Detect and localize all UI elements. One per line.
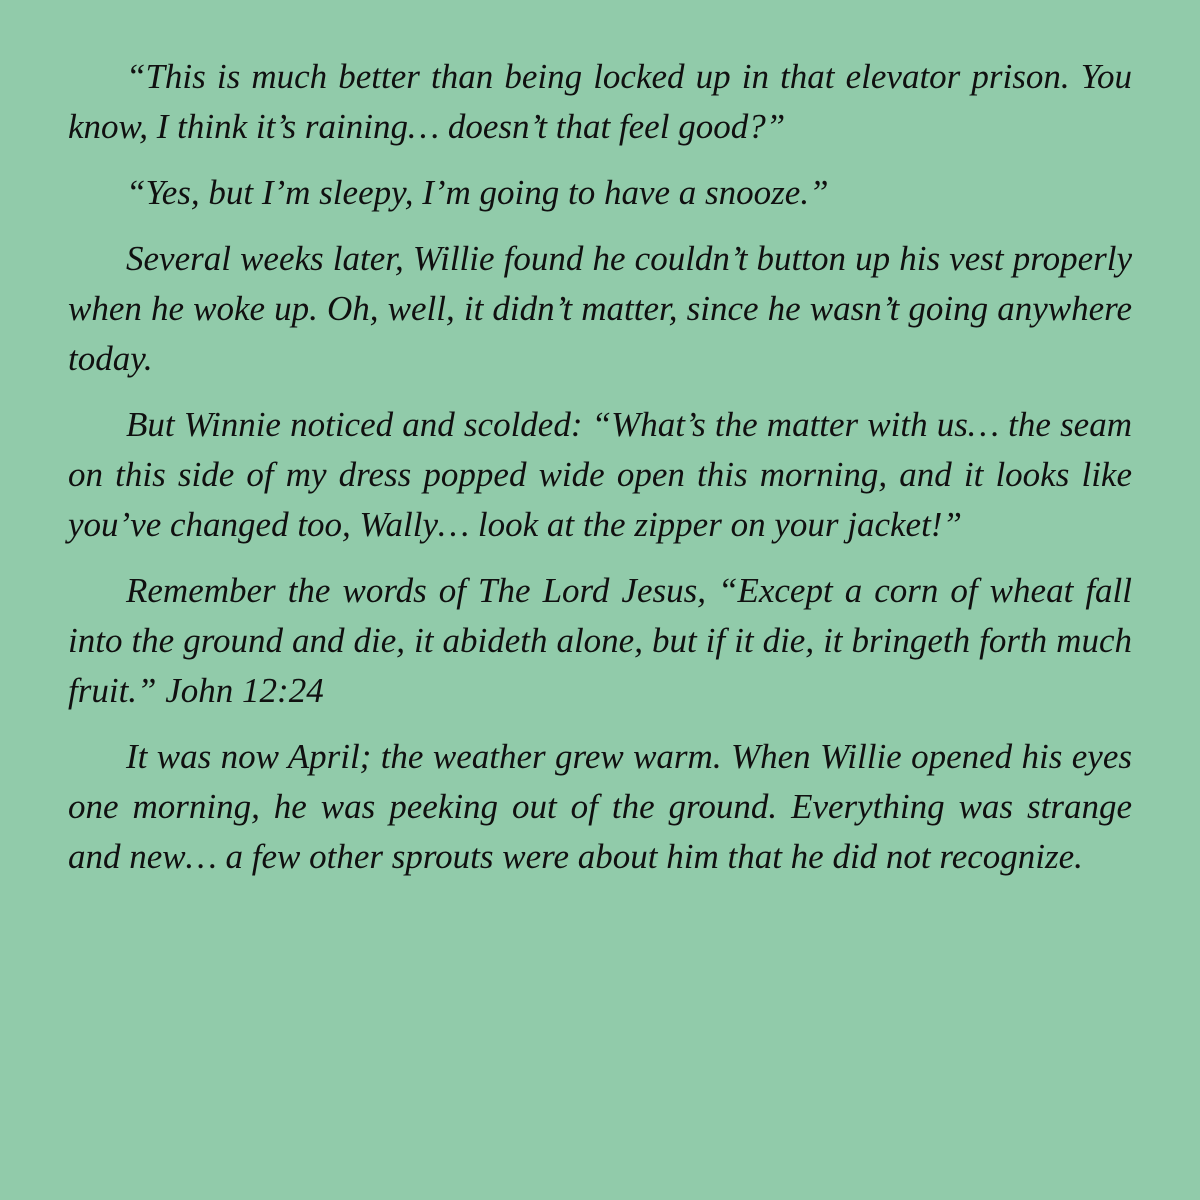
page-body xyxy=(68,52,1132,882)
paragraph: Remember the words of The Lord Jesus, “Except a corn of wheat fall into the ground and die, it abideth alone, but if it die, it bringeth forth much fruit.” John 12:24 xyxy=(68,571,1132,710)
paragraph: Several weeks later, Willie found he couldn’t button up his vest properly when he woke up. Oh, well, it didn’t matter, since he wasn’t going anywhere today. xyxy=(68,239,1132,378)
paragraph: “This is much better than being locked up in that elevator prison. You know, I think it’s raining… doesn’t that feel good?” xyxy=(68,57,1132,146)
paragraph: “Yes, but I’m sleepy, I’m going to have a snooze.” xyxy=(126,173,829,212)
paragraph: It was now April; the weather grew warm. When Willie opened his eyes one morning, he was peeking out of the ground. Everything was strange and new… a few other sprouts were about him that he did not recognize. xyxy=(68,737,1132,876)
paragraph: But Winnie noticed and scolded: “What’s the matter with us… the seam on this side of my dress popped wide open this morning, and it looks like you’ve changed too, Wally… look at the zipper on your jacket!” xyxy=(68,405,1132,544)
